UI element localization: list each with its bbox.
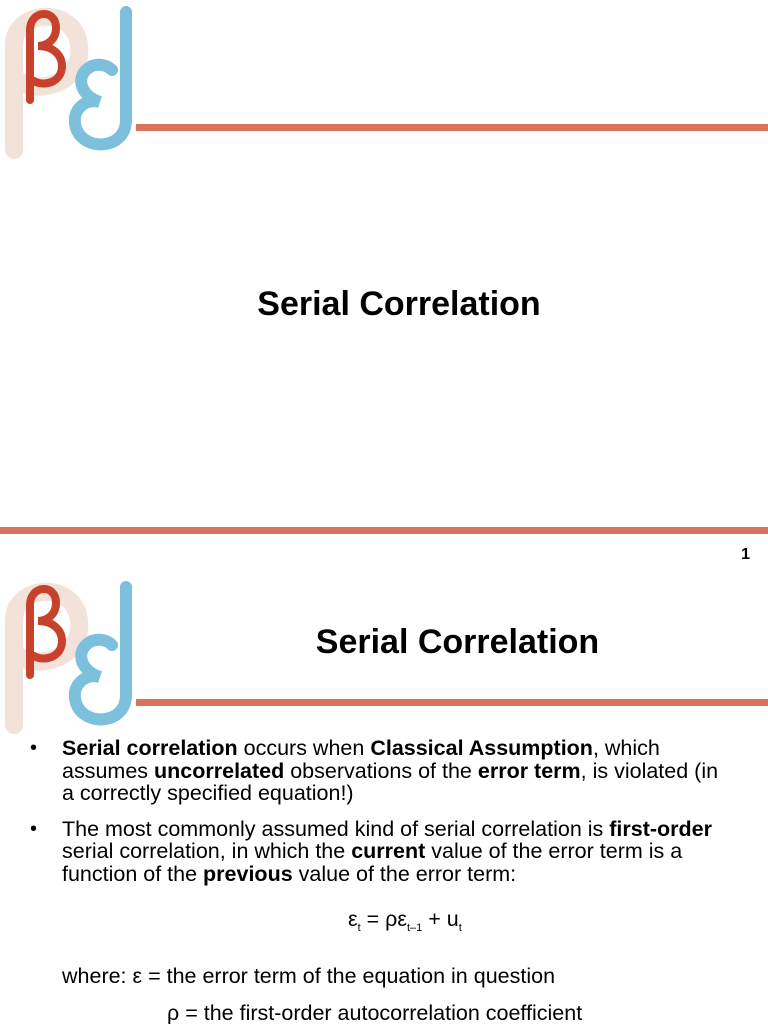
bullet-text-segment: , which assumes — [62, 736, 660, 783]
bullet-bold-segment: uncorrelated — [154, 758, 285, 783]
rho-definition-line: ρ = the first-order autocorrelation coefficient — [167, 1001, 583, 1024]
equation-middle-sub: t–1 — [406, 922, 423, 934]
bullet-item — [30, 737, 735, 805]
equation-u-sub: t — [458, 922, 462, 934]
bullet-bold-segment: Classical Assumption — [370, 736, 593, 760]
equation-lhs: ε — [348, 907, 358, 931]
bullet-bold-segment: previous — [203, 861, 293, 886]
bullet-item — [30, 818, 735, 886]
bullet-dot-icon: • — [30, 817, 38, 840]
bullet-text-segment: value of the error term: — [292, 861, 517, 886]
bullet-text-segment: observations of the — [284, 758, 478, 783]
slide-divider-rule — [0, 527, 768, 534]
bullet-text — [62, 817, 712, 886]
slide2-title: Serial Correlation — [315, 623, 600, 661]
bullet-text-segment: occurs when — [237, 736, 371, 760]
slide1-header-rule — [136, 124, 768, 131]
bullet-text-segment: The most commonly assumed kind of serial correlation is — [62, 816, 610, 841]
equation-lhs-sub: t — [357, 922, 361, 934]
bullet-text-segment: value of the error term is a function of the — [62, 839, 683, 886]
slide-number: 1 — [741, 546, 750, 563]
beta-epsilon-logo-2 — [4, 575, 144, 735]
equation-middle: = ρε — [360, 907, 407, 931]
bullet-bold-segment: first-order — [609, 816, 712, 841]
bullet-text-segment: serial correlation, in which the — [62, 839, 352, 863]
bullet-bold-segment: error term — [477, 758, 581, 783]
beta-epsilon-logo — [4, 0, 144, 160]
slide2-header-rule — [136, 699, 768, 706]
bullet-text — [62, 736, 718, 805]
equation — [348, 907, 462, 934]
where-line: where: ε = the error term of the equation in question — [62, 964, 556, 988]
bullet-text-segment: , is violated (in a correctly specified equation!) — [62, 758, 719, 805]
bullet-bold-segment: Serial correlation — [62, 736, 238, 760]
slide1-title: Serial Correlation — [257, 285, 541, 323]
equation-plus: + u — [422, 907, 459, 931]
bullet-bold-segment: current — [351, 839, 426, 863]
bullet-list — [30, 737, 735, 898]
bullet-dot-icon: • — [30, 737, 38, 759]
